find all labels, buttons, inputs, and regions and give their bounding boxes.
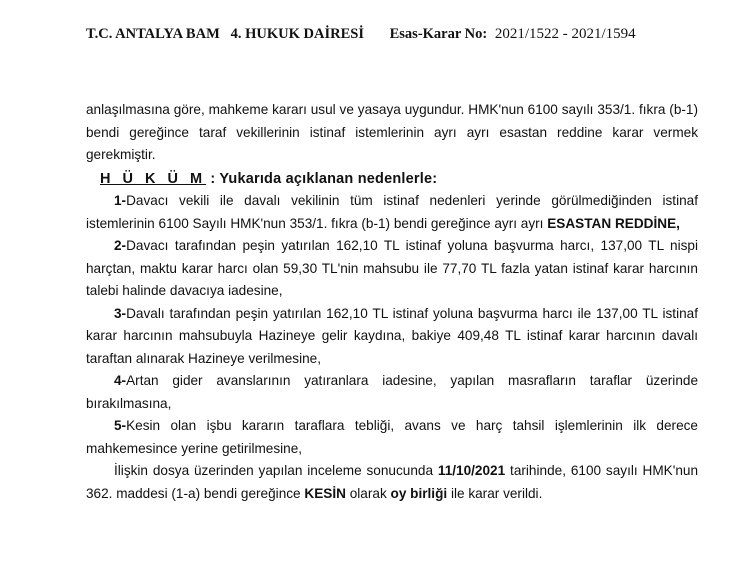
ruling-item-1 — [86, 190, 698, 235]
ruling-item-number: 3- — [114, 305, 127, 321]
ruling-item-3 — [86, 303, 698, 371]
unanimity-label: oy birliği — [390, 485, 448, 501]
decision-body — [86, 99, 698, 505]
ruling-item-number: 4- — [114, 373, 127, 388]
ruling-item-number: 2- — [114, 238, 127, 253]
ruling-item-2 — [86, 235, 698, 303]
closing-paragraph — [86, 460, 698, 505]
court-name: T.C. ANTALYA BAM — [86, 26, 220, 42]
ruling-item-4 — [86, 370, 698, 415]
hukum-heading — [86, 168, 698, 191]
ruling-item-emphasis: ESASTAN REDDİNE, — [547, 215, 680, 231]
final-decision-label: KESİN — [304, 485, 346, 501]
ruling-item-text: Artan gider avanslarının yatıranlara iadesine, yapılan masrafların taraflar üzerinde bırakılmasına, — [86, 373, 698, 411]
hukum-heading-tail: : Yukarıda açıklanan nedenlerle: — [206, 170, 438, 187]
case-number-label: Esas-Karar No: — [389, 26, 488, 42]
closing-text: ile karar verildi. — [447, 485, 543, 501]
document-header — [86, 26, 726, 43]
hukum-keyword: H Ü K Ü M — [100, 170, 207, 187]
ruling-item-text: Davacı vekili ile davalı vekilinin tüm istinaf nedenleri yerinde görülmediğinden istinaf istemlerinin 6100 Sayılı HMK'nun 353/1. fıkra (b-1) bendi gereğince ayrı ayrı — [86, 193, 698, 231]
decision-date: 11/10/2021 — [437, 463, 506, 478]
chamber-name — [223, 26, 364, 42]
ruling-item-text: Kesin olan işbu kararın taraflara tebliği, avans ve harç tahsil işlemlerinin ilk derece mahkemesince yerine getirilmesine, — [86, 418, 698, 456]
ruling-item-number: 5- — [114, 418, 127, 433]
closing-text: İlişkin dosya üzerinden yapılan inceleme sonucunda — [114, 463, 438, 478]
closing-text: olarak — [345, 485, 391, 501]
closing-text: tarihinde, 6100 sayılı HMK'nun 362. maddesi (1-a) bendi gereğince — [86, 463, 698, 501]
case-number: 2021/1522 - 2021/1594 — [494, 26, 636, 42]
ruling-item-text: Davalı tarafından peşin yatırılan 162,10 TL istinaf yoluna başvurma harcı ile 137,00 TL istinaf karar harcının mahsubuyla Hazineye gelir kaydına, bakiye 409,48 TL istinaf karar harcının davalı taraftan alınarak Hazineye verilmesine, — [86, 305, 698, 366]
chamber-label: 4. HUKUK DAİRESİ — [230, 26, 364, 42]
ruling-item-number: 1- — [114, 193, 127, 208]
ruling-item-text: Davacı tarafından peşin yatırılan 162,10 TL istinaf yoluna başvurma harcı, 137,00 TL nispi harçtan, maktu karar harcı olan 59,30 TL'nin mahsubu ile 77,70 TL fazla yatan istinaf karar harcının talebi halinde davacıya iadesine, — [86, 238, 698, 298]
ruling-item-5 — [86, 415, 698, 460]
intro-paragraph: anlaşılmasına göre, mahkeme kararı usul ve yasaya uygundur. HMK'nun 6100 sayılı 353/1. fıkra (b-1) bendi gereğince taraf vekillerinin istinaf istemlerinin ayrı ayrı esastan reddine karar vermek gerekmiştir. — [86, 102, 698, 162]
